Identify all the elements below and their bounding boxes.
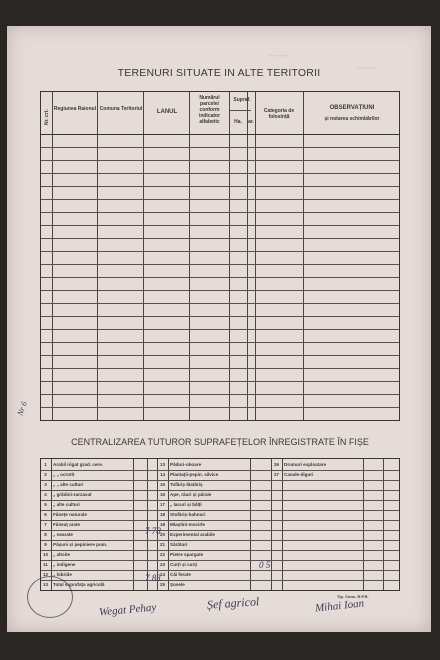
printer-footer: Tip. Cons. R.P.R. [337, 594, 369, 599]
centralization-row-label: Drumuri exploatare [284, 462, 327, 467]
centralization-row-label: Canale-diguri [284, 472, 314, 477]
handwritten-margin-note: Nr 6 [15, 400, 29, 417]
round-stamp [27, 576, 73, 618]
centralization-row-label: Total suprafața agricolă [53, 582, 105, 587]
centralization-row-number: 3 [44, 482, 47, 487]
table-row-line [41, 199, 399, 200]
centralization-row-line [41, 520, 399, 521]
signature-mid: Șef agricol [206, 594, 260, 612]
table-row-line [41, 277, 399, 278]
centralization-row-number: 7 [44, 522, 47, 527]
centralization-row-line [41, 560, 399, 561]
centralization-row-label: „ indigene [53, 562, 76, 567]
centralization-row-label: „ „ alte culturi [53, 482, 84, 487]
header-ar: ar. [248, 119, 254, 125]
centralization-row-number: 22 [159, 552, 165, 557]
centralization-row-number: 13 [42, 582, 48, 587]
centralization-row-line [41, 470, 399, 471]
centralization-row-label: „ „ ocrotit [53, 472, 75, 477]
centralization-row-label: Ape, râuri și pâraie [170, 492, 212, 497]
section-title: CENTRALIZAREA TUTUROR SUPRAFEȚELOR ÎNREGISTRATE ÎN FIȘE [71, 437, 369, 447]
centralization-row-number: 25 [159, 582, 165, 587]
header-suprafata: Supraf. [233, 97, 251, 103]
header-comuna: Comuna Teritoriul [99, 106, 143, 112]
table-row-line [41, 251, 399, 252]
table-row-line [41, 186, 399, 187]
centralization-row-label: Curți și curți [170, 562, 198, 567]
page-title: TERENURI SITUATE IN ALTE TERITORII [117, 67, 321, 79]
centralization-row-label: Tufăriș-lăstăriș [170, 482, 203, 487]
signature-right: Mihai Ioan [314, 597, 365, 615]
centralization-row-number: 14 [159, 472, 165, 477]
centralization-row-number: 20 [159, 532, 165, 537]
territories-table [40, 91, 400, 421]
centralization-row-label: Arabil irigat grad. cere. [53, 462, 104, 467]
centralization-row-number: 9 [44, 542, 47, 547]
header-lanul: LANUL [156, 109, 178, 115]
centralization-row-number: 26 [273, 462, 279, 467]
centralization-row-number: 2 [44, 472, 47, 477]
centralization-row-label: Stufăriș-bahnuri [170, 512, 206, 517]
table-row-line [41, 225, 399, 226]
centralization-row-label: Pășuni și pepiniere pom. [53, 542, 108, 547]
centralization-row-label: Fâneaţ arate [53, 522, 81, 527]
centralization-row-label: „ nearate [53, 532, 73, 537]
centralization-row-label: Păduri-oboare [170, 462, 202, 467]
table-row-line [41, 212, 399, 213]
header-ha: Ha. [234, 119, 242, 125]
centralization-row-label: Fânețe naturale [53, 512, 87, 517]
table-row-line [41, 407, 399, 408]
centralization-row-line [41, 510, 399, 511]
table-row-line [41, 368, 399, 369]
table-row-line [41, 264, 399, 265]
centralization-row-line [41, 500, 399, 501]
centralization-row-line [41, 530, 399, 531]
centralization-row-number: 11 [43, 562, 48, 567]
centralization-row-line [41, 540, 399, 541]
centralization-row-label: Plantații-pepin. silvice [170, 472, 219, 477]
centralization-row-label: Experimental arabile [170, 532, 215, 537]
centralization-row-label: „ grădini-zarzavat [53, 492, 92, 497]
centralization-row-number: 19 [159, 522, 165, 527]
centralization-row-number: 8 [44, 532, 47, 537]
centralization-row-line [41, 570, 399, 571]
table-row-line [41, 160, 399, 161]
centralization-row-label: „ hibride [53, 572, 72, 577]
centralization-row-label: „ lacuri și bălți [170, 502, 202, 507]
table-row-line [41, 355, 399, 356]
header-categoria: Categoria de folosință [263, 108, 295, 120]
header-observatiuni: OBSERVAȚIUNI [329, 105, 375, 111]
centralization-row-label: „ altoite [53, 552, 71, 557]
centralization-row-number: 13 [159, 462, 165, 467]
table-row-line [41, 238, 399, 239]
centralization-row-line [41, 480, 399, 481]
table-row-line [41, 381, 399, 382]
table-row-line [41, 147, 399, 148]
centralization-row-label: Căi ferate [170, 572, 191, 577]
header-observatiuni-sub: și notarea schimbărilor [324, 116, 380, 122]
centralization-row-label: Sărături [170, 542, 188, 547]
centralization-row-number: 5 [44, 502, 47, 507]
signature-left: Wegat Pehay [98, 601, 157, 619]
centralization-row-label: Pietre spargate [170, 552, 204, 557]
centralization-row-line [41, 550, 399, 551]
centralization-row-number: 6 [44, 512, 47, 517]
centralization-row-number: 17 [159, 502, 165, 507]
centralization-row-number: 4 [44, 492, 47, 497]
handwritten-value-row5: 7 78 [145, 526, 161, 536]
centralization-row-number: 23 [159, 562, 165, 567]
centralization-row-label: Mlaștini-mocirle [170, 522, 205, 527]
table-row-line [41, 329, 399, 330]
table-row-line [41, 290, 399, 291]
table-row-line [41, 173, 399, 174]
handwritten-value-col2: 0 5 [259, 560, 271, 570]
centralization-row-number: 1 [44, 462, 47, 467]
header-nr-crt: Nr. crt. [44, 109, 50, 125]
table-row-line [41, 342, 399, 343]
table-row-line [41, 303, 399, 304]
centralization-row-number: 27 [273, 472, 279, 477]
centralization-table [40, 458, 400, 591]
centralization-row-number: 15 [159, 482, 165, 487]
header-numarul: Numărul parcelei conform indicator alfabetic [198, 95, 221, 125]
handwritten-value-row12: 7 83 [145, 573, 161, 583]
bleed-through-text: ~~ ~~~ [357, 66, 375, 72]
header-regiunea: Regiunea Raionul [53, 106, 97, 112]
centralization-row-label: Șosele [170, 582, 185, 587]
centralization-row-number: 18 [159, 512, 165, 517]
centralization-row-number: 10 [42, 552, 48, 557]
centralization-row-label: „ alte culturi [53, 502, 80, 507]
bleed-through-text: ~~~ ~~~ [269, 54, 290, 60]
centralization-row-line [41, 490, 399, 491]
centralization-row-number: 21 [159, 542, 165, 547]
table-row-line [41, 316, 399, 317]
centralization-row-line [41, 580, 399, 581]
form-sheet [7, 26, 431, 632]
table-row-line [41, 394, 399, 395]
centralization-row-number: 24 [159, 572, 165, 577]
centralization-row-number: 12 [42, 572, 48, 577]
centralization-row-number: 16 [159, 492, 165, 497]
